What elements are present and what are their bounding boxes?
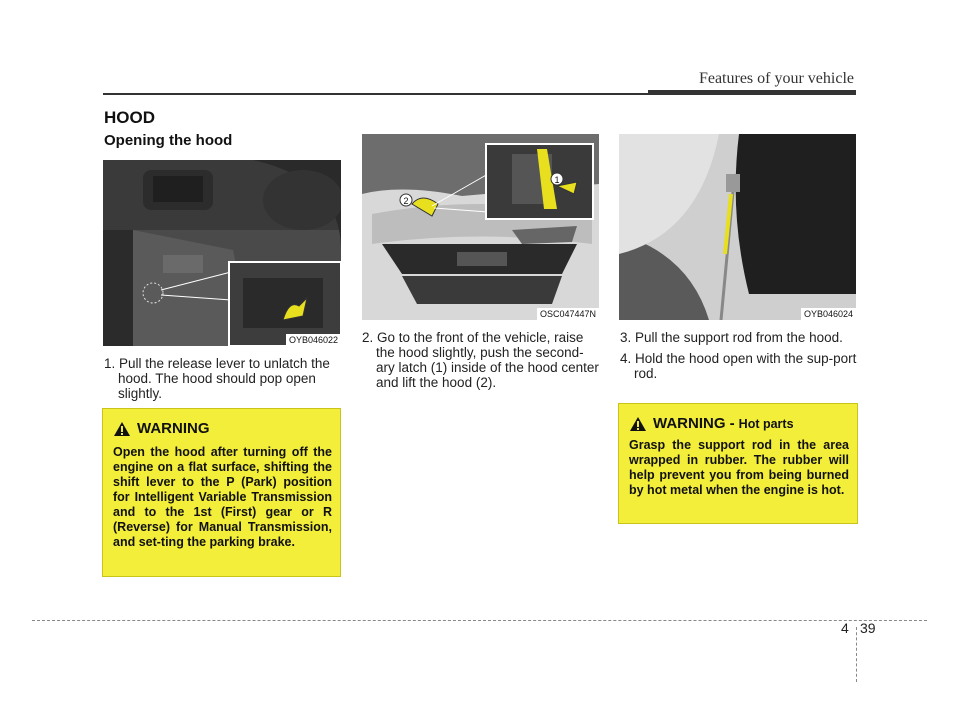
- support-rod-illustration: [619, 134, 856, 320]
- image-release-lever: [103, 160, 341, 346]
- image-front-vehicle: [362, 134, 599, 320]
- image-support-rod: [619, 134, 856, 320]
- warning-subtitle: Hot parts: [738, 416, 794, 431]
- front-vehicle-illustration: [362, 134, 599, 320]
- footer-rule: [32, 620, 927, 621]
- page-number: 39: [860, 620, 876, 636]
- warning-heading: [629, 415, 794, 432]
- warning-title: WARNING -: [653, 415, 735, 432]
- image-code: OYB046024: [801, 308, 856, 320]
- header-rule-accent: [648, 90, 856, 95]
- step-text: 4. Hold the hood open with the sup-port rod.: [620, 351, 857, 381]
- warning-icon: [629, 416, 647, 432]
- section-title: HOOD: [104, 108, 155, 127]
- warning-heading: [113, 420, 210, 437]
- subsection-title: Opening the hood: [104, 132, 233, 149]
- image-code: OYB046022: [286, 334, 341, 346]
- warning-box-hot-parts: [618, 403, 858, 524]
- callout-1: 1: [554, 175, 560, 185]
- warning-text: Grasp the support rod in the area wrapped in rubber. The rubber will help prevent you from being burned by hot metal when the engine is hot.: [629, 438, 849, 497]
- step-2: [362, 330, 599, 396]
- warning-title: WARNING: [137, 420, 210, 437]
- warning-icon: [113, 421, 131, 437]
- warning-text: Open the hood after turning off the engine on a flat surface, shifting the shift lever to the P (Park) position for Intelligent Variable Transmission and to the 1st (First) gear or R (Reverse) for Manual Transmission, and set-ting the parking brake.: [113, 445, 332, 549]
- image-code: OSC047447N: [537, 308, 599, 320]
- release-lever-illustration: [103, 160, 341, 346]
- chapter-number: 4: [841, 620, 849, 636]
- step-text: 1. Pull the release lever to unlatch the hood. The hood should pop open slightly.: [104, 356, 330, 401]
- step-text: 2. Go to the front of the vehicle, raise the hood slightly, push the second-ary latch (1) inside of the hood center and lift the hood (2).: [362, 330, 599, 390]
- step-1: [104, 356, 341, 407]
- footer-divider: [856, 627, 857, 682]
- callout-2: 2: [403, 196, 409, 206]
- running-header: Features of your vehicle: [698, 70, 854, 87]
- step-3-4: [620, 330, 857, 387]
- step-text: 3. Pull the support rod from the hood.: [620, 330, 843, 345]
- warning-box-park: [102, 408, 341, 577]
